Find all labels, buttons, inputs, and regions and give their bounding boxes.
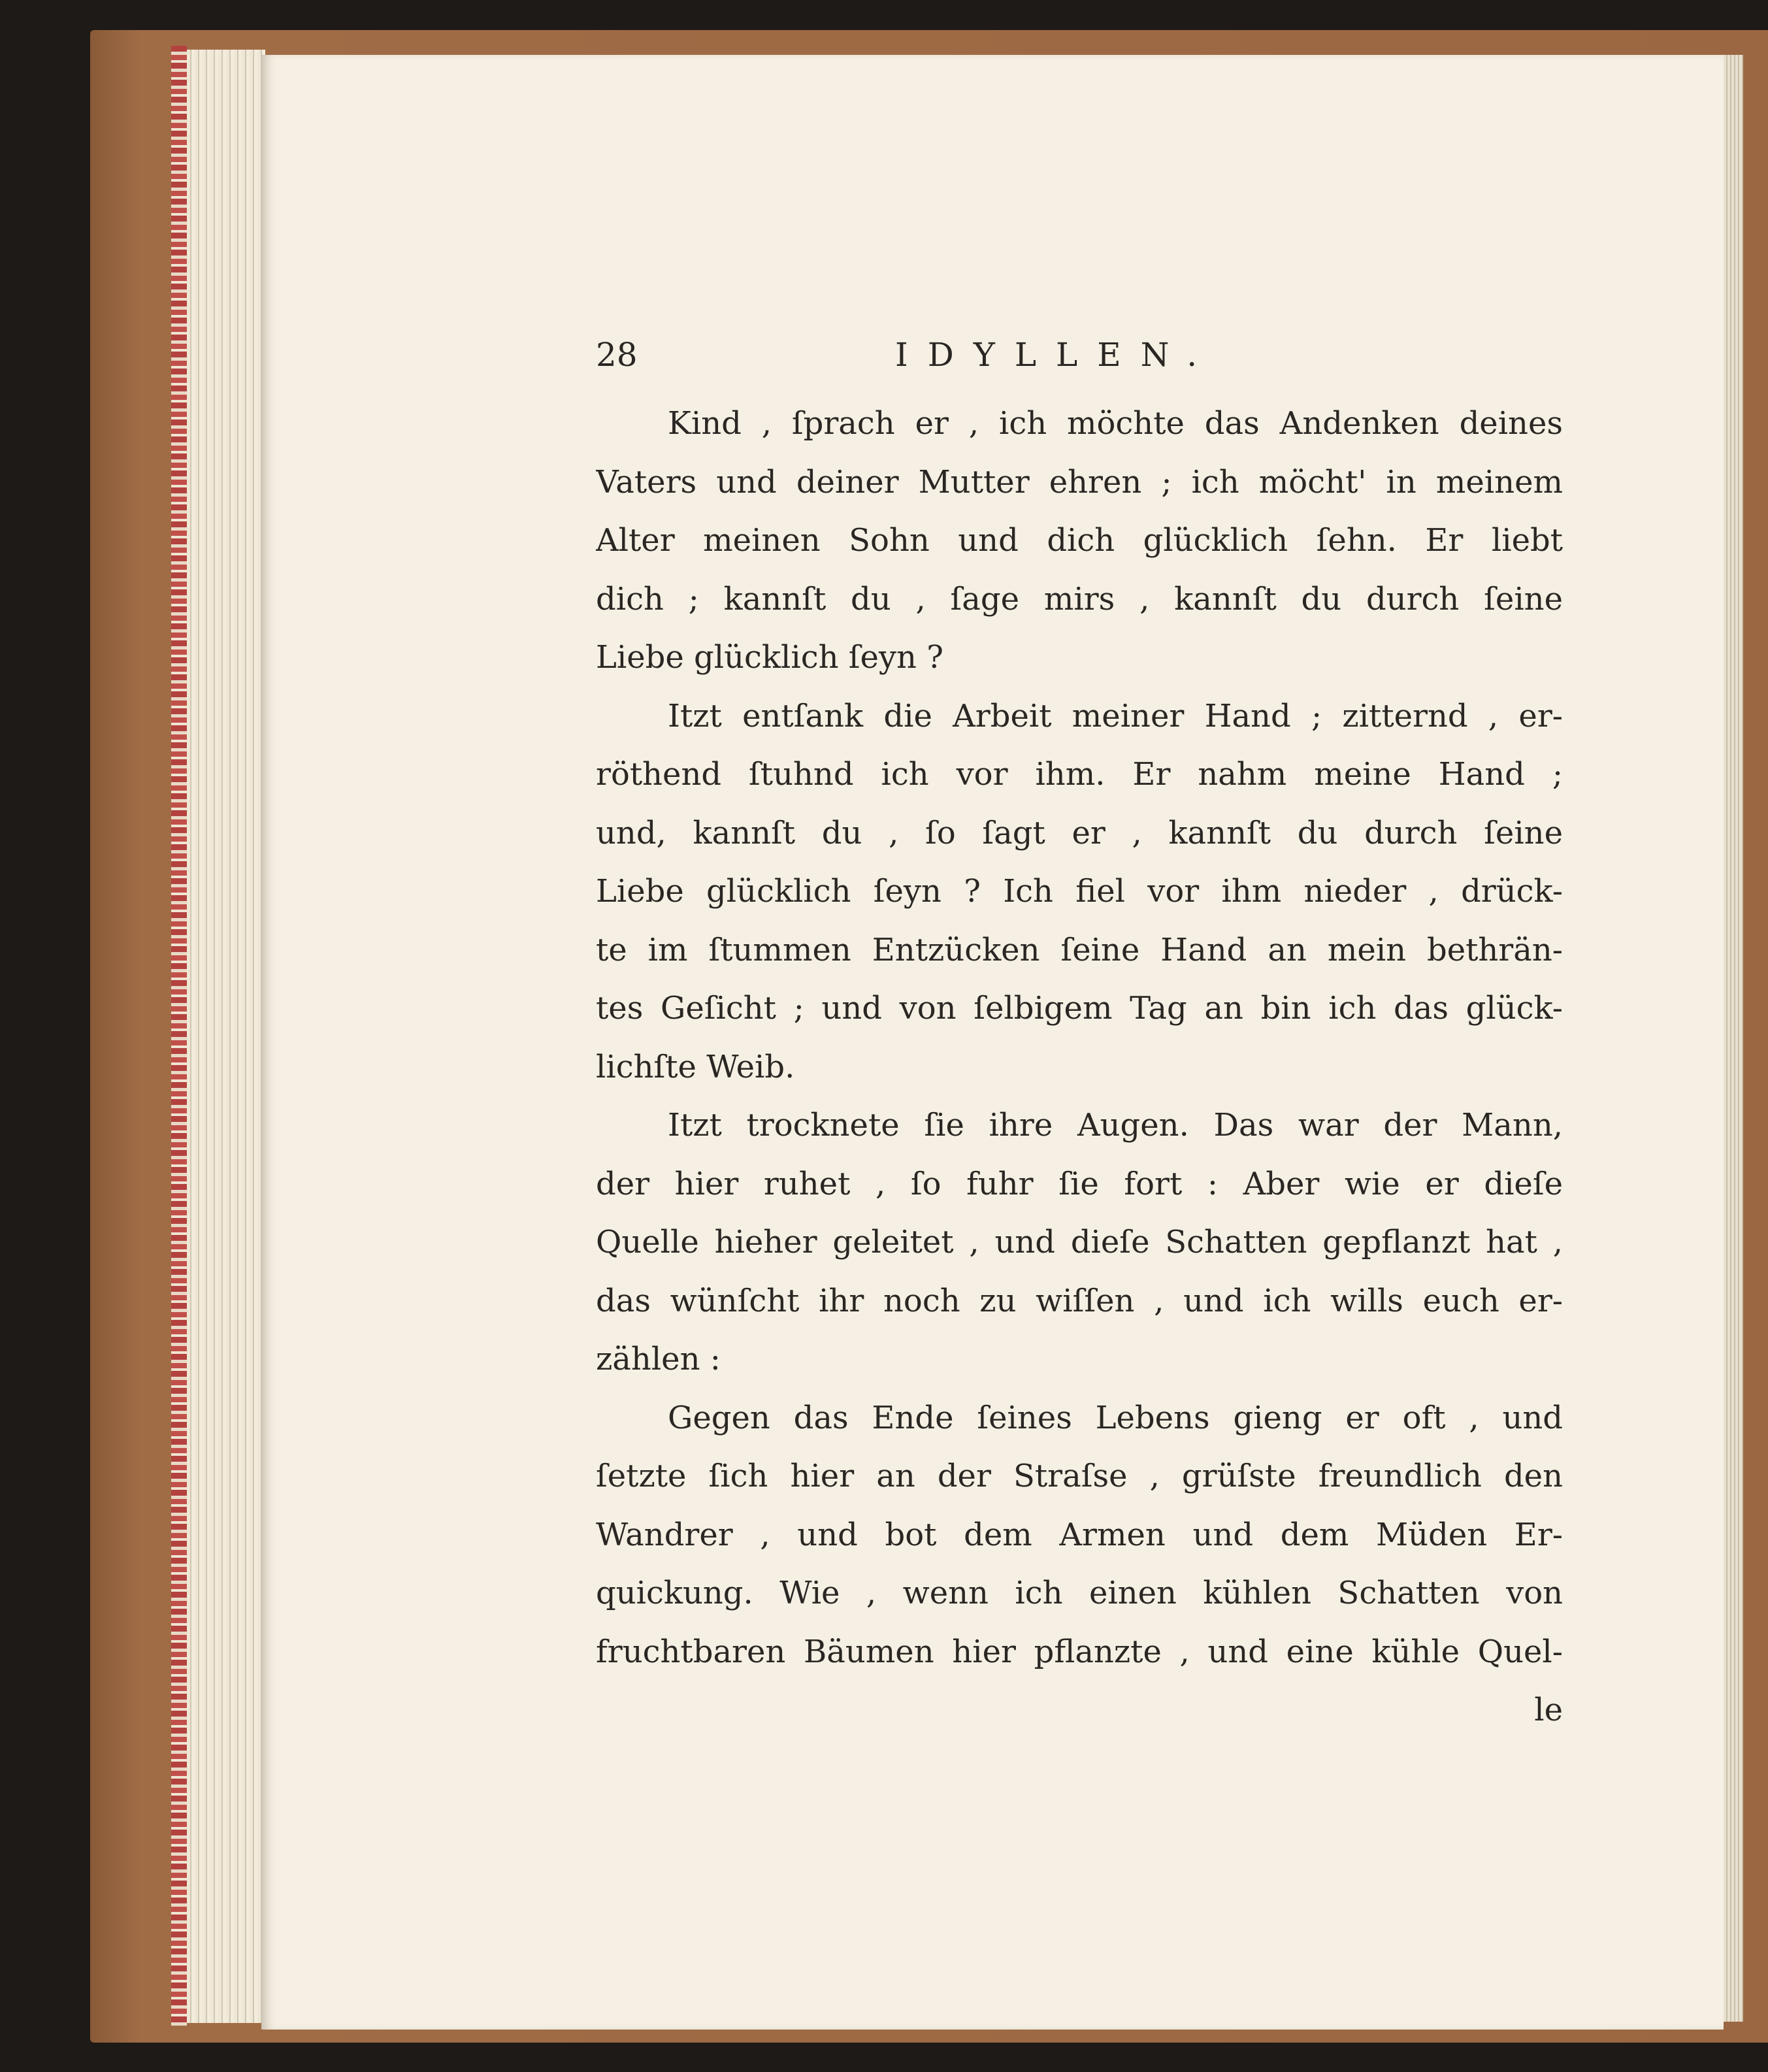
page-header [596,336,1563,388]
text-line: lichſte Weib. [596,1048,795,1085]
page-body [596,395,1563,1740]
text-line: dich ; kannſt du , ſage mirs , kannſt du durch ſeine [596,580,1563,617]
page-edge-right [1724,55,1743,2022]
text-line: Kind , ſprach er , ich möchte das Andenken deines [668,405,1563,442]
running-title: IDYLLEN. [895,336,1217,374]
text-line: Wandrer , und bot dem Armen und dem Müden Er- [596,1516,1563,1553]
page-number: 28 [596,336,638,374]
text-line: Itzt entſank die Arbeit meiner Hand ; zitternd , er- [668,697,1563,734]
catchword: le [1534,1692,1563,1728]
text-line: Liebe glücklich ſeyn ? [596,639,943,676]
text-line: te im ſtummen Entzücken ſeine Hand an mein bethrän- [596,931,1563,968]
text-line: der hier ruhet , ſo fuhr ſie fort : Aber wie er dieſe [596,1165,1563,1202]
text-line: quickung. Wie , wenn ich einen kühlen Schatten von [596,1575,1563,1611]
text-line: Gegen das Ende ſeines Lebens gieng er oft , und [668,1399,1563,1436]
text-line: Alter meinen Sohn und dich glücklich ſehn. Er liebt [596,522,1563,559]
text-line: Vaters und deiner Mutter ehren ; ich möcht' in meinem [596,463,1563,501]
text-line: tes Geſicht ; und von ſelbigem Tag an bin ich das glück- [596,990,1563,1027]
text-line: zählen : [596,1341,721,1377]
text-line: das wünſcht ihr noch zu wiſſen , und ich wills euch er- [596,1282,1563,1319]
page-edge-red [171,46,187,2026]
text-line: Itzt trocknete ſie ihre Augen. Das war der Mann, [668,1107,1563,1143]
text-line: fruchtbaren Bäumen hier pflanzte , und eine kühle Quel- [596,1633,1563,1670]
text-line: und, kannſt du , ſo ſagt er , kannſt du durch ſeine [596,814,1563,851]
text-line: ſetzte ſich hier an der Straſse , grüſste freundlich den [596,1458,1563,1494]
text-line: röthend ſtuhnd ich vor ihm. Er nahm meine Hand ; [596,756,1563,793]
page-edge-stack [187,50,265,2023]
text-line: Quelle hieher geleitet , und dieſe Schatten gepflanzt hat , [596,1224,1563,1260]
text-line: Liebe glücklich ſeyn ? Ich fiel vor ihm nieder , drück- [596,873,1563,910]
